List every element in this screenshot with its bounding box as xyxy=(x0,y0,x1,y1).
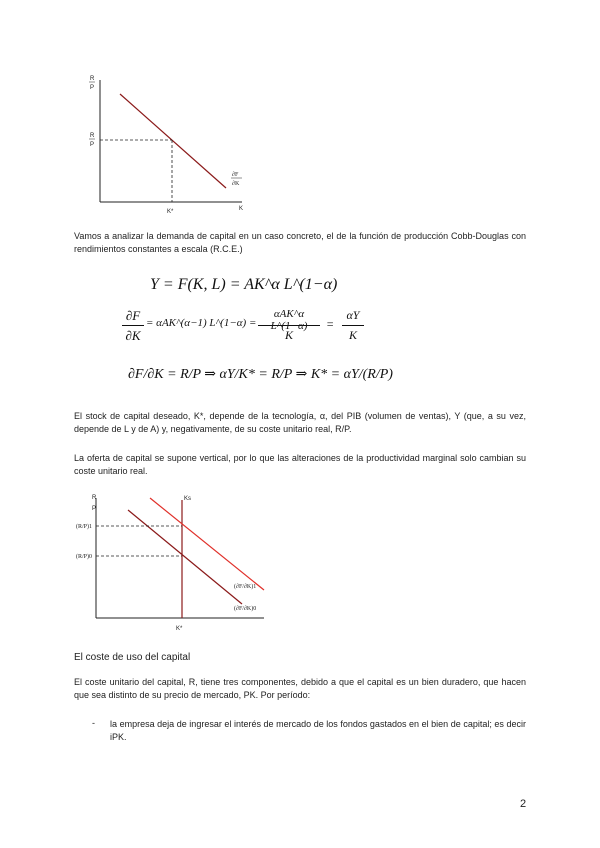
y-label-top: R xyxy=(92,495,97,501)
curve-original-label: (∂F/∂K)0 xyxy=(234,606,257,612)
eq2-rhs-den: K xyxy=(348,328,357,342)
eq2-frac-num: αAK^α L^(1−α) xyxy=(270,308,308,332)
y-label-bottom: P xyxy=(92,506,97,512)
eq2-frac-den: K xyxy=(284,328,293,342)
ks-label: Ks xyxy=(184,496,192,502)
y-label-top: R xyxy=(90,76,95,82)
x-tick-kstar: K* xyxy=(176,626,183,632)
figure-capital-market xyxy=(76,490,284,638)
eq2-middle: = αAK^(α−1) L^(1−α) = xyxy=(146,317,257,329)
paragraph-desired-capital: El stock de capital deseado, K*, depende de la tecnología, α, del PIB (volumen de ventas), Y (que, a su vez, depende de L y de A) y, negativamente, de su coste unitario real, R/P. xyxy=(74,411,526,434)
section-heading: El coste de uso del capital xyxy=(74,652,191,663)
y-tick-r0: (R/P)0 xyxy=(76,554,93,560)
paragraph-intro: Vamos a analizar la demanda de capital en un caso concreto, el de la función de producción Cobb-Douglas con rendimientos constantes a escala (R.C.E.) xyxy=(74,231,526,254)
y-tick-bottom: P xyxy=(90,142,95,148)
demand-curve xyxy=(120,94,226,188)
curve-label-top: ∂F xyxy=(232,172,239,178)
y-tick-r1: (R/P)1 xyxy=(76,524,93,530)
demand-curve-original xyxy=(128,510,242,604)
y-tick-top: R xyxy=(90,133,95,139)
y-label-bottom: P xyxy=(90,85,95,91)
curve-new-label: (∂F/∂K)1 xyxy=(234,584,257,590)
equation-production-function: Y = F(K, L) = AK^α L^(1−α) xyxy=(150,276,338,293)
eq2-rhs-num: αY xyxy=(346,308,360,322)
eq2-equals: = xyxy=(326,317,335,331)
equation-optimal-capital: ∂F/∂K = R/P ⇒ αY/K* = R/P ⇒ K* = αY/(R/P) xyxy=(128,367,393,382)
eq2-lhs-num: ∂F xyxy=(125,308,141,323)
bullet-text: la empresa deja de ingresar el interés de mercado de los fondos gastados en el bien de capital; es decir iPK. xyxy=(110,719,526,742)
page-number: 2 xyxy=(520,798,527,810)
eq2-lhs-den: ∂K xyxy=(125,328,141,343)
x-tick-kstar: K* xyxy=(167,209,174,215)
bullet-marker: - xyxy=(92,718,95,728)
figure-demand-curve xyxy=(84,70,259,220)
paragraph-cost-components: El coste unitario del capital, R, tiene tres componentes, debido a que el capital es un bien duradero, que hacen que sea distinto de su precio de mercado, PK. Por período: xyxy=(74,677,526,700)
demand-curve-new xyxy=(150,498,264,590)
curve-label-bottom: ∂K xyxy=(232,181,240,187)
paragraph-capital-supply: La oferta de capital se supone vertical, por lo que las alteraciones de la productividad marginal solo cambian su coste unitario real. xyxy=(74,453,526,476)
x-axis-label: K xyxy=(239,206,244,212)
